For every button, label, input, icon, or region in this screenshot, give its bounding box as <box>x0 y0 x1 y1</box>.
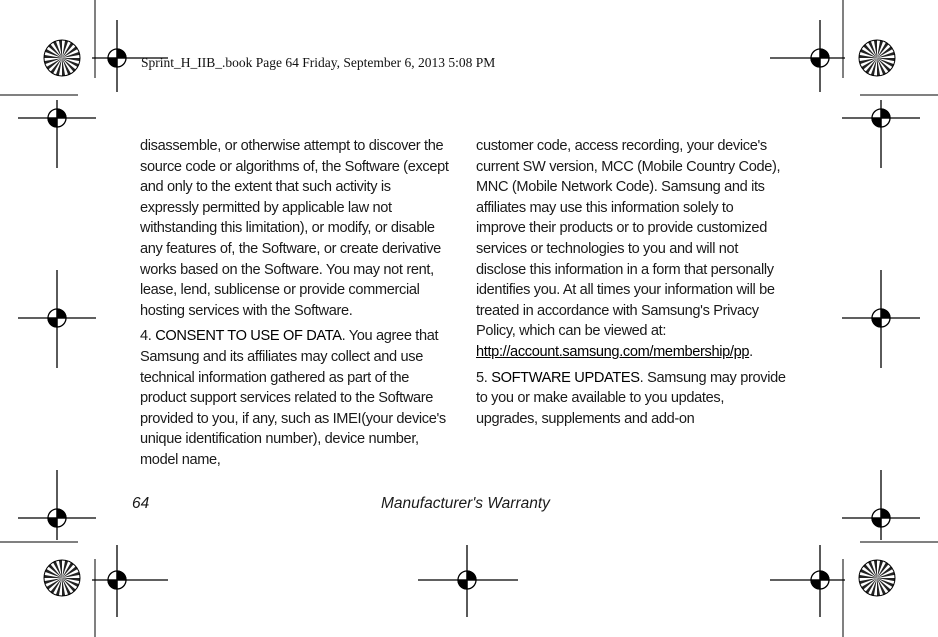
link-punctuation: . <box>749 343 753 360</box>
page-number: 64 <box>132 495 150 512</box>
registration-mark <box>770 20 845 92</box>
registration-mark <box>842 470 920 540</box>
paragraph: disassemble, or otherwise attempt to discover the source code or algorithms of, the Software (except and only to the extent that such activity is expressly permitted by applicable law not withstanding this limitation), or modify, or disable any features of, the Software, or create derivative works based on the Software. You may not rent, lease, lend, sublicense or provide commercial hosting services with the Software. <box>140 138 449 319</box>
section-heading: SOFTWARE UPDATES <box>491 369 640 386</box>
registration-mark <box>842 100 920 168</box>
star-target-icon <box>44 40 80 76</box>
privacy-policy-link[interactable]: http://account.samsung.com/membership/pp <box>476 343 750 360</box>
registration-mark <box>770 545 845 617</box>
star-target-icon <box>859 560 895 596</box>
star-target-icon <box>44 560 80 596</box>
section-heading: CONSENT TO USE OF DATA <box>155 328 342 345</box>
paragraph-text: customer code, access recording, your device's current SW version, MCC (Mobile Country Code), MNC (Mobile Network Code). Samsung and its affiliates may use this information solely to improve their products or to provide customized services or technologies to you and will not disclose this information in a form that personally identifies you. At all times your information will be treated in accordance with Samsung's Privacy Policy, which can be viewed at: <box>476 138 781 340</box>
running-footer-title: Manufacturer's Warranty <box>381 495 550 512</box>
section-text: . Samsung may provide to you or make available to you updates, upgrades, supplements and add-on <box>476 369 786 427</box>
section-4 <box>140 326 450 470</box>
section-5 <box>476 368 786 430</box>
registration-mark <box>418 545 518 617</box>
book-info-slug: Sprint_H_IIB_.book Page 64 Friday, September 6, 2013 5:08 PM <box>141 55 496 70</box>
section-number: 5. <box>476 369 488 386</box>
star-target-icon <box>859 40 895 76</box>
paragraph <box>476 136 786 363</box>
registration-mark <box>18 470 96 540</box>
section-number: 4. <box>140 328 152 345</box>
left-column <box>140 136 450 476</box>
registration-mark <box>18 270 96 368</box>
section-text: . You agree that Samsung and its affiliates may collect and use technical information gathered as part of the product support services related to the Software provided to you, if any, such as IMEI(your device's unique identification number), device number, model name, <box>140 328 446 468</box>
registration-mark <box>18 100 96 168</box>
registration-mark <box>842 270 920 368</box>
right-column <box>476 136 786 434</box>
registration-mark <box>92 545 168 617</box>
